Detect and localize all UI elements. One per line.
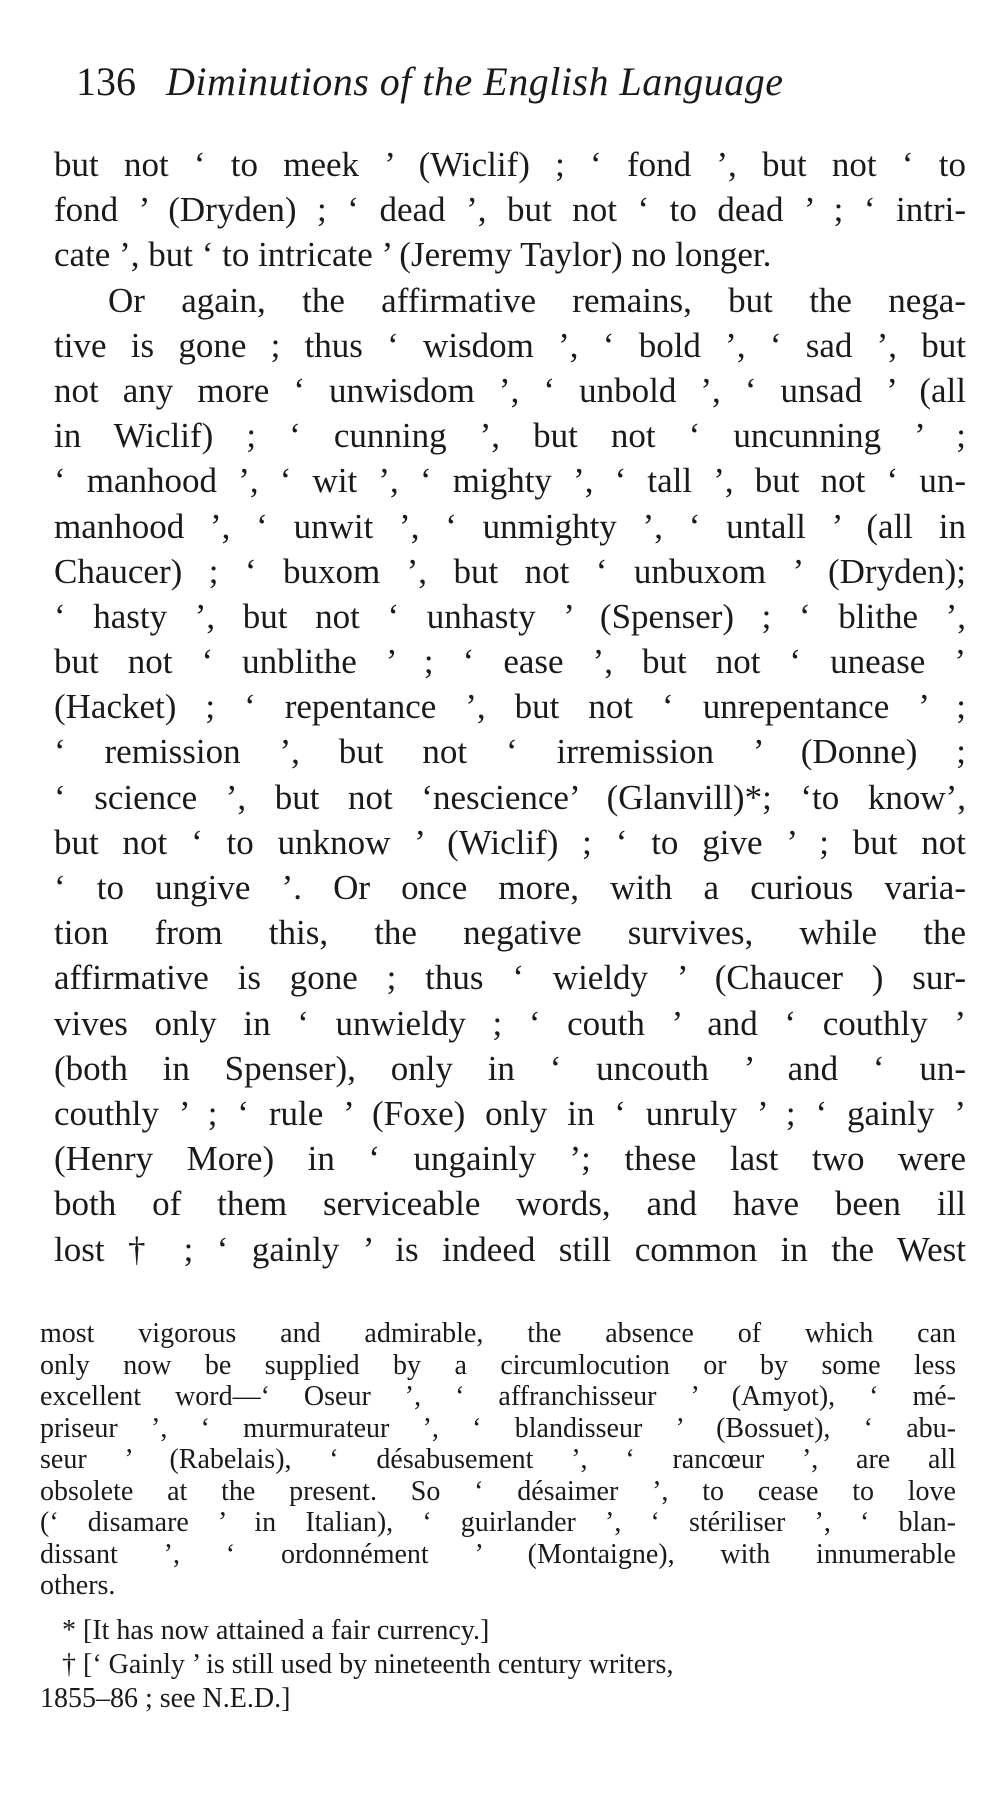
body-line: tive is gone ; thus ‘ wisdom ’, ‘ bold ’, ‘ sad ’, but <box>54 325 966 365</box>
body-line: ‘ to ungive ’. Or once more, with a curious varia- <box>54 868 966 907</box>
footnote-dagger: † [‘ Gainly ’ is still used by nineteenth century writers, <box>62 1649 674 1680</box>
footnote-line: priseur ’, ‘ murmurateur ’, ‘ blandisseur ’ (Bossuet), ‘ abu- <box>40 1412 956 1444</box>
body-line: ‘ remission ’, but not ‘ irremission ’ (Donne) ; <box>54 732 966 772</box>
body-line: (Hacket) ; ‘ repentance ’, but not ‘ unrepentance ’ ; <box>54 687 966 727</box>
body-line: manhood ’, ‘ unwit ’, ‘ unmighty ’, ‘ untall ’ (all in <box>54 506 966 546</box>
running-title: Diminutions of the English Language <box>166 59 784 104</box>
body-line: but not ‘ to unknow ’ (Wiclif) ; ‘ to give ’ ; but not <box>54 822 966 862</box>
footnote-line: dissant ’, ‘ ordonnément ’ (Montaigne), with innumerable <box>40 1538 956 1570</box>
body-line: both of them serviceable words, and have been ill <box>54 1184 966 1224</box>
body-line: ‘ manhood ’, ‘ wit ’, ‘ mighty ’, ‘ tall ’, but not ‘ un- <box>54 461 966 501</box>
footnote-line: obsolete at the present. So ‘ désaimer ’, to cease to love <box>40 1475 956 1507</box>
continued-footnote <box>40 1318 956 1602</box>
body-line: vives only in ‘ unwieldy ; ‘ couth ’ and ‘ couthly ’ <box>54 1003 966 1043</box>
body-line: Or again, the affirmative remains, but the nega- <box>108 280 966 320</box>
body-line: but not ‘ to meek ’ (Wiclif) ; ‘ fond ’, but not ‘ to <box>54 145 966 184</box>
body-line: fond ’ (Dryden) ; ‘ dead ’, but not ‘ to dead ’ ; ‘ intri- <box>54 190 966 230</box>
body-line: ‘ hasty ’, but not ‘ unhasty ’ (Spenser) ; ‘ blithe ’, <box>54 596 966 636</box>
body-line: couthly ’ ; ‘ rule ’ (Foxe) only in ‘ unruly ’ ; ‘ gainly ’ <box>54 1093 966 1133</box>
body-line: (Henry More) in ‘ ungainly ’; these last two were <box>54 1139 966 1179</box>
footnote-asterisk: * [It has now attained a fair currency.] <box>62 1615 490 1646</box>
footnote-line: excellent word—‘ Oseur ’, ‘ affranchisseur ’ (Amyot), ‘ mé- <box>40 1381 956 1412</box>
footnote-line: only now be supplied by a circumlocution or by some less <box>40 1349 956 1381</box>
body-line: but not ‘ unblithe ’ ; ‘ ease ’, but not ‘ unease ’ <box>54 642 966 682</box>
body-line: cate ’, but ‘ to intricate ’ (Jeremy Taylor) no longer. <box>54 235 772 275</box>
body-line: affirmative is gone ; thus ‘ wieldy ’ (Chaucer ) sur- <box>54 958 966 998</box>
body-line: Chaucer) ; ‘ buxom ’, but not ‘ unbuxom ’ (Dryden); <box>54 551 966 591</box>
main-text <box>54 142 966 1272</box>
body-line: in Wiclif) ; ‘ cunning ’, but not ‘ uncunning ’ ; <box>54 416 966 456</box>
body-line: lost † ; ‘ gainly ’ is indeed still common in the West <box>54 1229 966 1269</box>
footnote-line: most vigorous and admirable, the absence of which can <box>40 1318 956 1349</box>
footnote-dagger-continued: 1855–86 ; see N.E.D.] <box>40 1683 291 1714</box>
editor-footnotes <box>40 1614 956 1716</box>
page-number: 136 <box>76 59 136 104</box>
footnote-line: (‘ disamare ’ in Italian), ‘ guirlander ’, ‘ stériliser ’, ‘ blan- <box>40 1507 956 1538</box>
footnote-line: others. <box>40 1570 116 1601</box>
running-head <box>76 56 926 108</box>
body-line: ‘ science ’, but not ‘nescience’ (Glanvill)*; ‘to know’, <box>54 777 966 817</box>
body-line: not any more ‘ unwisdom ’, ‘ unbold ’, ‘ unsad ’ (all <box>54 370 966 410</box>
body-line: tion from this, the negative survives, while the <box>54 913 966 953</box>
footnote-line: seur ’ (Rabelais), ‘ désabusement ’, ‘ rancœur ’, are all <box>40 1444 956 1475</box>
body-line: (both in Spenser), only in ‘ uncouth ’ and ‘ un- <box>54 1048 966 1088</box>
